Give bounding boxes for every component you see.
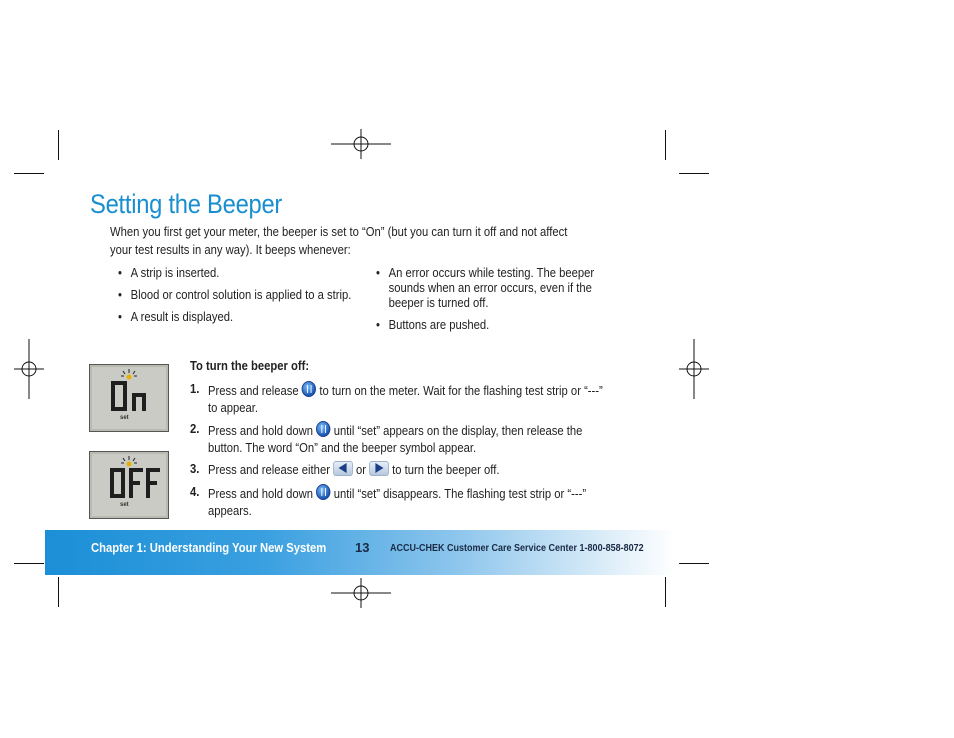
bullet-list-left [118, 266, 352, 336]
lcd-set-label: set [120, 415, 129, 421]
left-arrow-button-icon [333, 461, 353, 476]
page-title: Setting the Beeper [90, 189, 283, 219]
registration-mark-right [679, 339, 709, 399]
beeper-on-display-graphic [90, 365, 168, 431]
step-2 [190, 421, 622, 457]
footer-bar [45, 530, 675, 575]
step-text: Press and hold down until “set” appears on the display, then release the button. The word “On” and the beeper symbol appear. [208, 421, 604, 457]
bullet-list-right [376, 266, 610, 336]
step-number: 4. [190, 485, 200, 499]
step-text: Press and release either or to turn the beeper off. [208, 463, 500, 477]
lcd-display-off [89, 451, 169, 519]
power-button-icon [316, 421, 330, 437]
customer-care-info: ACCU-CHEK Customer Care Service Center 1-800-858-8072 [390, 543, 644, 554]
steps-heading: To turn the beeper off: [190, 359, 310, 373]
registration-mark-left [14, 339, 44, 399]
step-number: 2. [190, 422, 200, 436]
list-item: • An error occurs while testing. The beeper sounds when an error occurs, even if the beeper is turned off. [376, 266, 596, 311]
power-button-icon [316, 484, 330, 500]
list-item: • Buttons are pushed. [376, 318, 596, 333]
step-3 [190, 461, 622, 479]
step-number: 1. [190, 382, 200, 396]
list-item: • A result is displayed. [118, 310, 356, 325]
list-item: • Blood or control solution is applied to a strip. [118, 288, 356, 303]
registration-mark-top [331, 129, 391, 159]
intro-paragraph: When you first get your meter, the beeper is set to “On” (but you can turn it off and not affect your test results in any way). It beeps whenever: [110, 225, 568, 257]
list-item: • A strip is inserted. [118, 266, 356, 281]
lcd-display-on [89, 364, 169, 432]
step-text: Press and hold down until “set” disappears. The flashing test strip or “---” appears. [208, 484, 604, 520]
step-4 [190, 484, 622, 520]
chapter-label: Chapter 1: Understanding Your New System [91, 541, 327, 555]
registration-mark-bottom [331, 578, 391, 608]
step-text: Press and release to turn on the meter. Wait for the flashing test strip or “---” to appear. [208, 381, 604, 417]
power-button-icon [302, 381, 316, 397]
lcd-set-label: set [120, 502, 129, 508]
step-1 [190, 381, 622, 417]
step-number: 3. [190, 462, 200, 476]
page-number: 13 [355, 540, 370, 555]
right-arrow-button-icon [369, 461, 389, 476]
beeper-off-display-graphic [90, 452, 168, 518]
